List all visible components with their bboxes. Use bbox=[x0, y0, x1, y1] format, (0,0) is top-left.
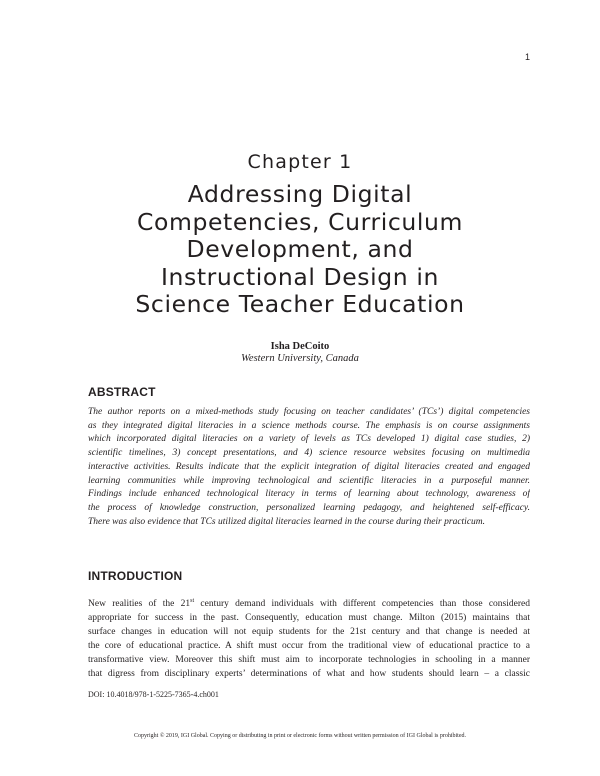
introduction-line: the core of educational practice. A shift must occur from the traditional view of educational practice to a bbox=[88, 641, 530, 651]
copyright-notice: Copyright © 2019, IGI Global. Copying or distributing in print or electronic forms without written permission of IGI Global is prohibited. bbox=[133, 733, 466, 739]
chapter-title-line: Development, and bbox=[186, 235, 414, 263]
ordinal-superscript: st bbox=[190, 597, 195, 604]
introduction-line bbox=[88, 597, 530, 611]
introduction-text bbox=[88, 597, 530, 681]
chapter-title bbox=[80, 181, 520, 319]
abstract-line: which incorporated digital literacies on a variety of levels as TCs developed 1) digital case studies, 2) bbox=[88, 434, 530, 445]
introduction-line: appropriate for success in the past. Consequently, education must change. Milton (2015) maintains that bbox=[88, 613, 530, 623]
introduction-heading: INTRODUCTION bbox=[88, 569, 183, 583]
abstract-line: interactive activities. Results indicate that the explicit integration of digital literacies created and engaged bbox=[88, 461, 530, 472]
introduction-line-start: New realities of the 21 bbox=[88, 599, 191, 609]
introduction-line-end: century demand individuals with different competencies than those considered bbox=[194, 599, 530, 609]
author-name: Isha DeCoito bbox=[270, 341, 330, 352]
chapter-label: Chapter 1 bbox=[247, 151, 353, 173]
page-number: 1 bbox=[524, 52, 530, 62]
abstract-line: scientific timelines, 3) concept presentations, and 4) science resource websites focusing on multimedia bbox=[88, 448, 530, 459]
abstract-line: learning communities while improving technological and scientific literacies in a purposeful manner. bbox=[88, 475, 530, 486]
author-affiliation: Western University, Canada bbox=[241, 353, 359, 364]
introduction-line: that digress from disciplinary experts’ determinations of what and how students should learn – a classic bbox=[88, 669, 530, 679]
introduction-line: surface changes in education will not equip students for the 21st century and that change is needed at bbox=[88, 627, 530, 637]
abstract-line: There was also evidence that TCs utilized digital literacies learned in the course during their practicum. bbox=[88, 516, 486, 527]
chapter-title-line: Competencies, Curriculum bbox=[137, 207, 463, 236]
chapter-title-line: Science Teacher Education bbox=[135, 290, 465, 318]
abstract-line: Findings include enhanced technological literacy in terms of learning about technology, awareness of bbox=[88, 489, 530, 500]
introduction-line: transformative view. Moreover this shift must aim to incorporate technologies in schooling in a manner bbox=[88, 655, 530, 665]
doi-footnote: DOI: 10.4018/978-1-5225-7365-4.ch001 bbox=[88, 690, 219, 699]
abstract-line: as they integrated digital literacies in a science methods course. The emphasis is on course assignments bbox=[88, 420, 530, 431]
abstract-line: the process of knowledge construction, personalized learning pedagogy, and heightened self-efficacy. bbox=[88, 502, 530, 513]
chapter-title-line: Addressing Digital bbox=[187, 180, 413, 208]
chapter-title-line: Instructional Design in bbox=[160, 262, 439, 291]
abstract-line: The author reports on a mixed-methods study focusing on teacher candidates’ (TCs’) digital competencies bbox=[88, 407, 530, 417]
abstract-text bbox=[88, 406, 530, 529]
abstract-heading: ABSTRACT bbox=[88, 385, 156, 399]
